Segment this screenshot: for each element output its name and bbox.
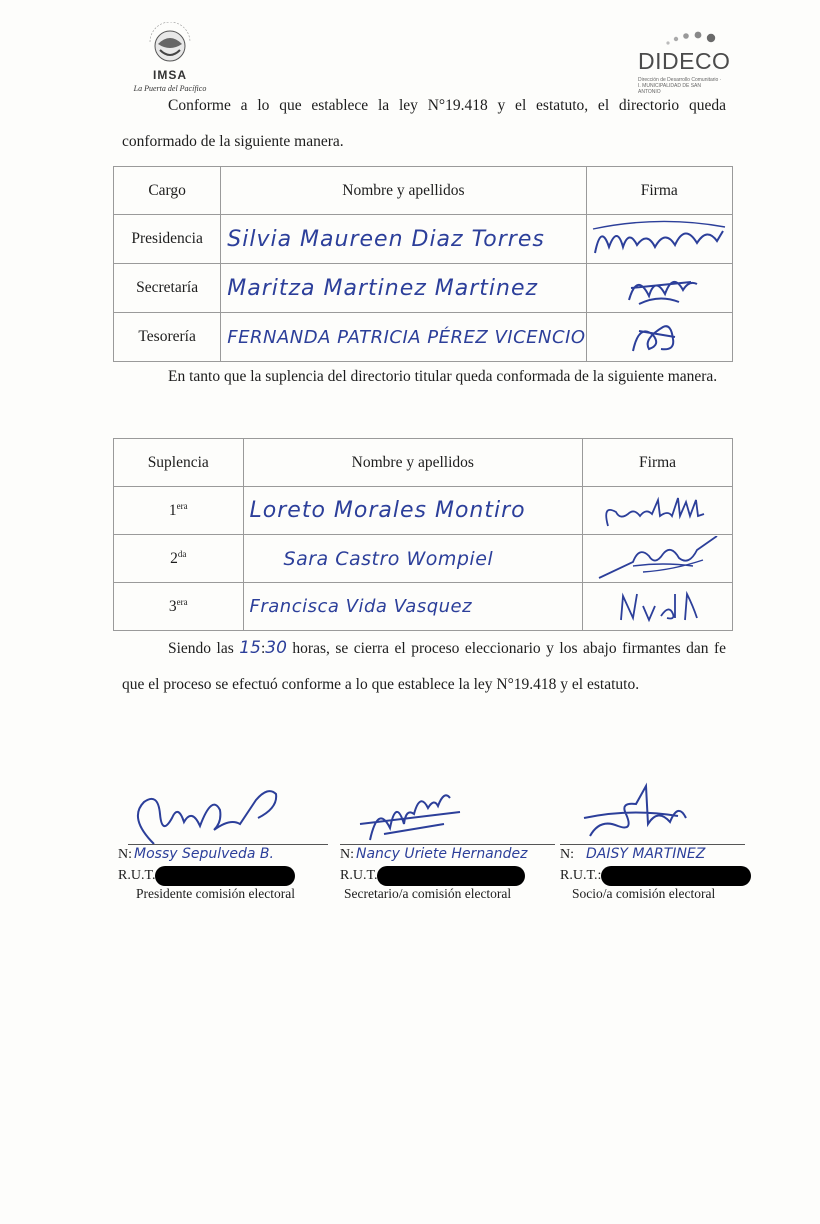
imsa-motto: La Puerta del Pacífico [133, 84, 207, 93]
table-row [114, 215, 733, 264]
signature-cell [586, 264, 732, 313]
table-row [114, 583, 733, 631]
header-cargo: Cargo [114, 167, 221, 215]
signer-rut-row: R.U.T. [118, 866, 295, 886]
rut-redaction [155, 866, 295, 886]
signature-icon [609, 315, 709, 359]
suplencia-number-cell: $1^{era}$ [114, 487, 244, 535]
signers-block [118, 778, 778, 918]
name-cell: Francisca Vida Vasquez [249, 596, 473, 617]
dideco-subtitle: Dirección de Desarrollo Comunitario · I. MUNICIPALIDAD DE SAN ANTONIO [638, 77, 722, 95]
signer-name-row: N: Nancy Uriete Hernandez [340, 846, 528, 862]
dideco-brand: DIDECO [638, 48, 731, 74]
name-cell: Loreto Morales Montiro [249, 498, 526, 523]
signer-role: Presidente comisión electoral [136, 886, 295, 901]
suplencia-table [113, 438, 733, 631]
signature-icon [598, 490, 718, 532]
signature-line [128, 844, 328, 845]
header-nombre: Nombre y apellidos [221, 167, 586, 215]
dideco-dots-icon [662, 26, 722, 48]
table-header-row [114, 167, 733, 215]
signature-cell [583, 583, 733, 631]
signature-icon [340, 778, 540, 848]
signer-name-row: N: DAISY MARTINEZ [560, 846, 706, 862]
table-row [114, 535, 733, 583]
signer-president [118, 778, 340, 918]
cargo-cell: Presidencia [114, 215, 221, 264]
signer-role: Socio/a comisión electoral [572, 886, 716, 901]
header-firma: Firma [586, 167, 732, 215]
header-suplencia: Suplencia [114, 439, 244, 487]
suplencia-number-cell: $3^{era}$ [114, 583, 244, 631]
imsa-logo [122, 22, 218, 92]
cargo-cell: Secretaría [114, 264, 221, 313]
signer-rut-row: R.U.T.: [560, 866, 751, 886]
signature-icon [118, 778, 318, 848]
name-cell: Silvia Maureen Diaz Torres [227, 226, 545, 252]
header-firma: Firma [583, 439, 733, 487]
signature-cell [583, 487, 733, 535]
suplencia-number-cell: $2^{da}$ [114, 535, 244, 583]
directorio-table [113, 166, 733, 362]
signer-name: Mossy Sepulveda B. [134, 846, 274, 862]
name-cell: Maritza Martinez Martinez [227, 275, 539, 301]
signer-role: Secretario/a comisión electoral [344, 886, 512, 901]
rut-redaction [601, 866, 751, 886]
cargo-cell: Tesorería [114, 313, 221, 362]
table-row [114, 313, 733, 362]
intro-paragraph: Conforme a lo que establece la ley N°19.418 y el estatuto, el directorio queda conformado de la siguiente manera. [122, 97, 726, 150]
closing-paragraph: Siendo las 15:30 horas, se cierra el proceso eleccionario y los abajo firmantes dan fe que el proceso se efectuó conforme a lo que establece la ley N°19.418 y el estatuto. [122, 630, 726, 703]
name-cell: FERNANDA PATRICIA PÉREZ VICENCIO [227, 326, 586, 348]
imsa-org-name: IMSA [153, 68, 187, 82]
signer-secretary [340, 778, 560, 918]
signature-icon [603, 586, 713, 628]
table-header-row [114, 439, 733, 487]
suplencia-paragraph: En tanto que la suplencia del directorio titular queda conformada de la siguiente manera. [168, 368, 718, 385]
signature-line [340, 844, 555, 845]
signature-icon [593, 536, 723, 582]
table-row [114, 264, 733, 313]
signature-cell [586, 215, 732, 264]
name-cell: Sara Castro Wompiel [283, 547, 494, 570]
signer-member [560, 778, 780, 918]
signer-rut-row: R.U.T. [340, 866, 525, 886]
signer-name: DAISY MARTINEZ [586, 846, 706, 862]
closing-minutes: 30 [265, 638, 287, 658]
dideco-logo [632, 26, 731, 95]
closing-hour: 15 [239, 638, 261, 658]
signature-line [560, 844, 745, 845]
signature-icon [589, 217, 729, 261]
signer-name: Nancy Uriete Hernandez [356, 846, 528, 862]
header-nombre: Nombre y apellidos [243, 439, 583, 487]
municipal-seal-icon [144, 22, 196, 74]
signature-icon [609, 266, 709, 310]
signature-cell [586, 313, 732, 362]
signature-cell [583, 535, 733, 583]
signature-icon [560, 778, 760, 848]
table-row [114, 487, 733, 535]
signer-name-row: N: Mossy Sepulveda B. [118, 846, 274, 862]
rut-redaction [377, 866, 525, 886]
